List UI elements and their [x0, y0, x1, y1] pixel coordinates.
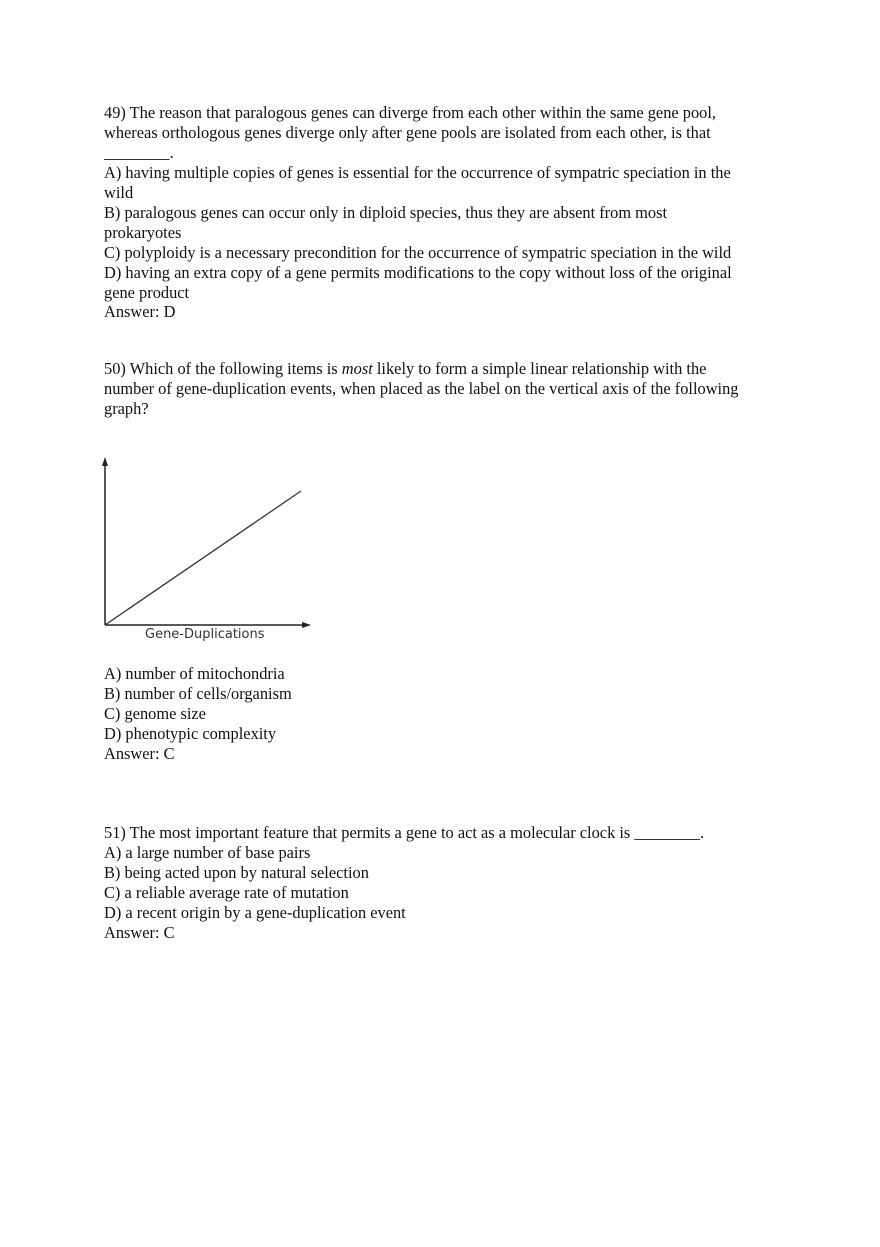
q50-option-a: A) number of mitochondria: [104, 664, 285, 683]
q51-option-b: B) being acted upon by natural selection: [104, 863, 369, 882]
x-axis-arrow: [302, 622, 311, 628]
q49-option-b-cont: prokaryotes: [104, 223, 182, 242]
q50-stem-emphasis: most: [341, 359, 373, 378]
q49-stem-line: 49) The reason that paralogous genes can diverge from each other within the same gene pool,: [104, 103, 717, 122]
q50-option-c: C) genome size: [104, 704, 206, 723]
q49-option-b: B) paralogous genes can occur only in diploid species, thus they are absent from most: [104, 203, 668, 222]
q51-option-d: D) a recent origin by a gene-duplication event: [104, 903, 406, 922]
q50-option-d: D) phenotypic complexity: [104, 724, 277, 743]
graph-x-axis-label: Gene-Duplications: [145, 627, 265, 642]
y-axis-arrow: [102, 457, 108, 466]
q50-stem-post: likely to form a simple linear relationship with the: [372, 359, 707, 378]
q49-stem-line: whereas orthologous genes diverge only after gene pools are isolated from each other, is that: [104, 123, 711, 142]
q51-option-a: A) a large number of base pairs: [104, 843, 311, 862]
q50-stem-pre: 50) Which of the following items is: [104, 359, 342, 378]
gene-duplication-graph: [95, 452, 325, 652]
q49-option-a: A) having multiple copies of genes is essential for the occurrence of sympatric speciation in the: [104, 163, 731, 182]
q49-option-d: D) having an extra copy of a gene permits modifications to the copy without loss of the original: [104, 263, 732, 282]
q49-answer: Answer: D: [104, 302, 176, 321]
q49-stem-line: ________.: [104, 143, 174, 162]
q51-stem-line: 51) The most important feature that permits a gene to act as a molecular clock is ________.: [104, 823, 705, 842]
q50-stem-line: number of gene-duplication events, when placed as the label on the vertical axis of the following: [104, 379, 739, 398]
q49-option-a-cont: wild: [104, 183, 134, 202]
q49-option-c: C) polyploidy is a necessary precondition for the occurrence of sympatric speciation in the wild: [104, 243, 732, 262]
trend-line: [105, 491, 301, 625]
q50-stem-line: graph?: [104, 399, 149, 418]
q50-answer: Answer: C: [104, 744, 175, 763]
q50-stem-line: [104, 359, 706, 379]
q49-option-d-cont: gene product: [104, 283, 190, 302]
q51-answer: Answer: C: [104, 923, 175, 942]
q51-option-c: C) a reliable average rate of mutation: [104, 883, 349, 902]
q50-option-b: B) number of cells/organism: [104, 684, 292, 703]
